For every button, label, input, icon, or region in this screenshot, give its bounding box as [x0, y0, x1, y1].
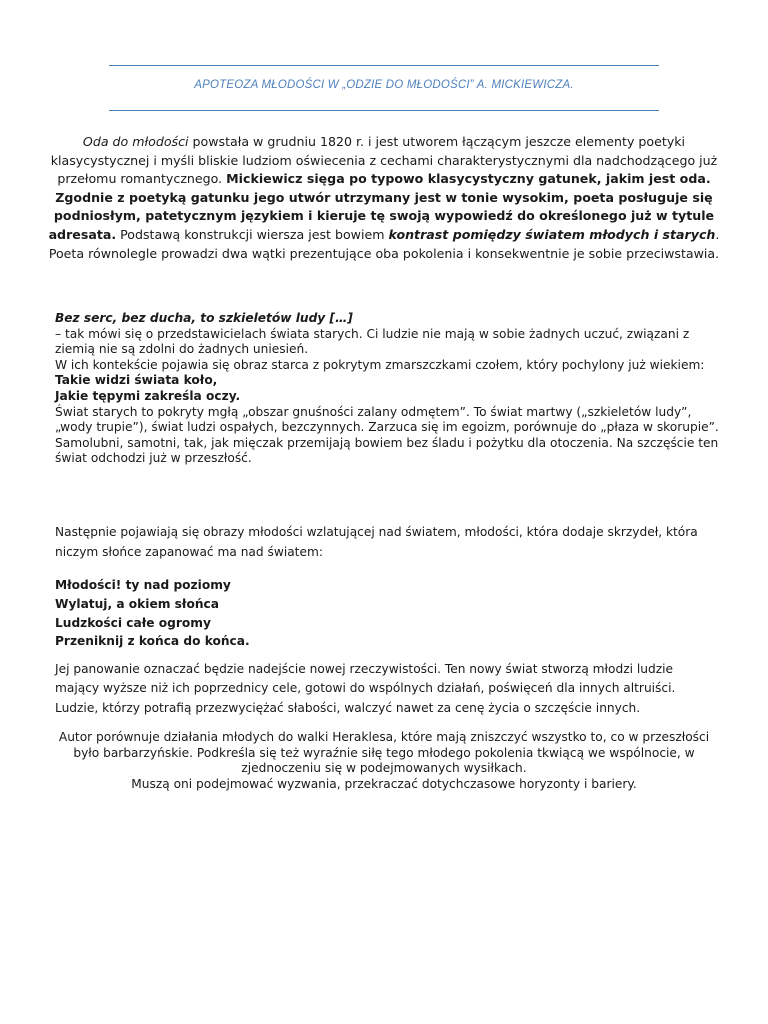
- paragraph-old-4: Samolubni, samotni, tak, jak mięczak przemijają bowiem bez śladu i pożytku dla otoczenia. Na szczęście ten świat odchodzi już w przeszłość.: [55, 435, 719, 466]
- intro-paragraph: [48, 133, 720, 263]
- poem-line-4: Przeniknij z końca do końca.: [55, 634, 250, 649]
- poem-line-2: Wylatuj, a okiem słońca: [55, 596, 219, 611]
- poem-line-3: Ludzkości całe ogromy: [55, 615, 211, 630]
- intro-text-3: . Poeta równolegle prowadzi dwa wątki prezentujące oba pokolenia i konsekwentnie je sobie przeciwstawia.: [48, 226, 720, 261]
- poem-youth: [55, 576, 720, 651]
- verse-old-1: Takie widzi świata koło,: [55, 373, 218, 388]
- poem-line-1: Młodości! ty nad poziomy: [55, 578, 231, 592]
- paragraph-new-world: Jej panowanie oznaczać będzie nadejście nowej rzeczywistości. Ten nowy świat stworzą młodzi ludzie mający wyższe niż ich poprzednicy cele, gotowi do wspólnych działań, poświęceń dla innych altruiści. Ludzie, którzy potrafią przezwyciężać słabości, walczyć nawet za cenę życia o szczęście innych.: [55, 662, 676, 715]
- intro-text-2: Podstawą konstrukcji wiersza jest bowiem: [116, 226, 389, 242]
- intro-italic-title: Oda do młodości: [82, 134, 189, 149]
- section-old-world: [55, 311, 720, 467]
- intro-bold-text: Mickiewicz sięga po typowo klasycystyczny gatunek, jakim jest oda. Zgodnie z poetyką gatunku jego utwór utrzymany jest w tonie wysokim, poeta posługuje się podniosłym, patetycznym językiem i kieruje tę swoją wypowiedź do określonego już w tytule adresata.: [48, 171, 715, 242]
- verse-old-2: Jakie tępymi zakreśla oczy.: [55, 388, 241, 403]
- intro-bolditalic-text: kontrast pomiędzy światem młodych i starych: [388, 226, 716, 242]
- paragraph-youth-intro: Następnie pojawiają się obrazy młodości wzlatującej nad światem, młodości, która dodaje skrzydeł, która niczym słońce zapanować ma nad światem:: [55, 525, 698, 559]
- title-top-rule: [109, 65, 659, 66]
- paragraph-old-1: – tak mówi się o przedstawicielach świata starych. Ci ludzie nie mają w sobie żadnych uczuć, związani z ziemią nie są zdolni do żadnych uniesień.: [55, 326, 690, 357]
- quote-old-world: Bez serc, bez ducha, to szkieletów ludy […]: [55, 311, 353, 325]
- paragraph-conclusion-1: Autor porównuje działania młodych do walki Heraklesa, które mają zniszczyć wszystko to, co w przeszłości było barbarzyńskie. Podkreśla się też wyraźnie siłę tego młodego pokolenia tkwiącą we wspólnocie, w zjednoczeniu się w podejmowanych wysiłkach.: [58, 730, 710, 776]
- section-conclusion: [48, 730, 720, 792]
- paragraph-conclusion-2: Muszą oni podejmować wyzwania, przekraczać dotychczasowe horyzonty i bariery.: [131, 776, 637, 791]
- title-bottom-rule: [109, 110, 659, 111]
- page-title: APOTEOZA MŁODOŚCI W „ODZIE DO MŁODOŚCI” A. MICKIEWICZA.: [194, 79, 574, 91]
- paragraph-old-3: Świat starych to pokryty mgłą „obszar gnuśności zalany odmętem”. To świat martwy („szkieletów ludy”, „wody trupie”), świat ludzi ospałych, bezczynnych. Zarzuca się im egoizm, porównuje do „płaza w skorupie”.: [55, 404, 719, 435]
- intro-text-1: powstała w grudniu 1820 r. i jest utworem łączącym jeszcze elementy poetyki klasycystycznej i myśli bliskie ludziom oświecenia z cechami charakterystycznymi dla nadchodzącego już przełomu romantycznego.: [50, 134, 718, 187]
- paragraph-old-2: W ich kontekście pojawia się obraz starca z pokrytym zmarszczkami czołem, który pochylony już wiekiem:: [55, 357, 705, 372]
